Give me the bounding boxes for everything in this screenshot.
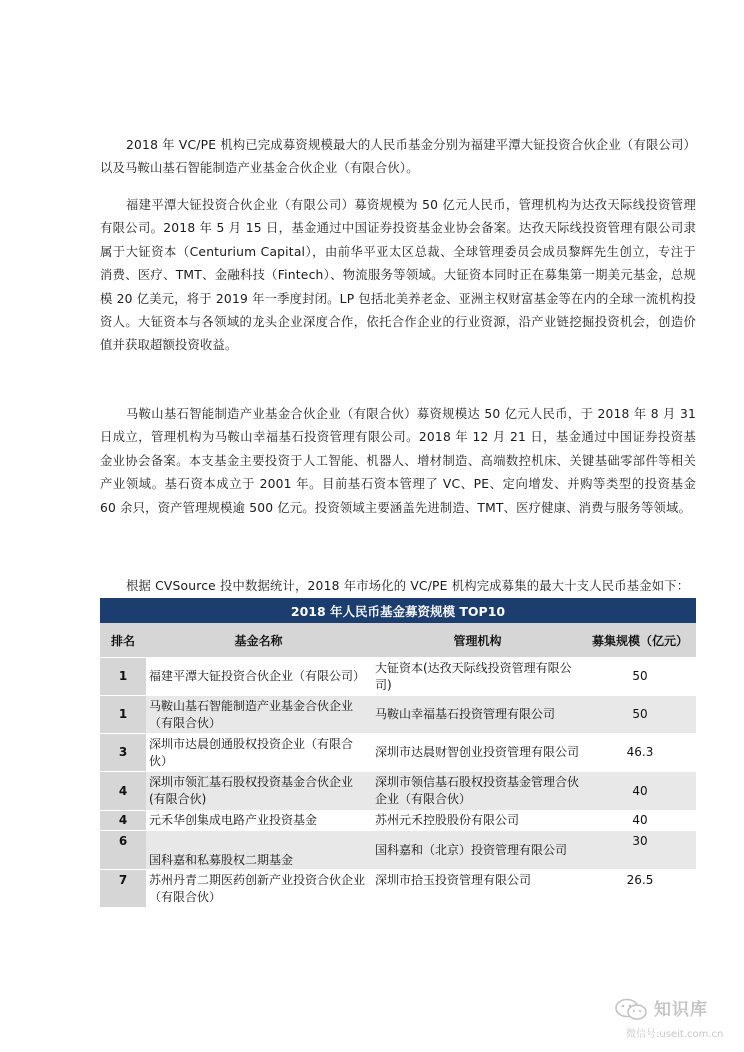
row-amount: 50	[584, 696, 696, 734]
watermark	[614, 995, 734, 1045]
row-amount: 40	[584, 811, 696, 831]
table-row	[100, 734, 696, 772]
row-rank: 6	[100, 831, 146, 870]
fund-ranking-table	[100, 598, 696, 908]
paragraph-2: 福建平潭大钲投资合伙企业（有限公司）募资规模为 50 亿元人民币，管理机构为达孜天际线投资管理有限公司。2018 年 5 月 15 日，基金通过中国证券投资基金业协会备案。达孜天际线投资管理有限公司隶属于大钲资本（Centurium Capital），由前华平亚太区总裁、全球管理委员会成员黎辉先生创立，专注于消费、医疗、TMT、金融科技（Fintech）、物流服务等领域。大钲资本同时正在募集第一期美元基金，总规模 20 亿美元，将于 2019 年一季度封闭。LP 包括北美养老金、亚洲主权财富基金等在内的全球一流机构投资人。大钲资本与各领域的龙头企业深度合作，依托合作企业的行业资源，沿产业链挖掘投资机会，创造价值并获取超额投资收益。	[100, 198, 696, 353]
row-manager: 国科嘉和（北京）投资管理有限公司	[371, 831, 584, 870]
row-amount: 46.3	[584, 734, 696, 772]
row-rank: 4	[100, 811, 146, 831]
paragraph-1: 2018 年 VC/PE 机构已完成募资规模最大的人民币基金分别为福建平潭大钲投资合伙企业（有限公司）以及马鞍山基石智能制造产业基金合伙企业（有限合伙）。	[100, 138, 696, 176]
row-manager: 深圳市达晨财智创业投资管理有限公司	[371, 734, 584, 772]
table-title: 2018 年人民币基金募资规模 TOP10	[100, 598, 696, 623]
header-manager: 管理机构	[371, 623, 584, 658]
wechat-logo-icon	[614, 997, 650, 1023]
row-manager: 大钲资本(达孜天际线投资管理有限公司)	[371, 658, 584, 696]
row-fund-name: 元禾华创集成电路产业投资基金	[146, 811, 371, 831]
table-title-row	[100, 598, 696, 623]
table-row	[100, 658, 696, 696]
row-fund-name: 苏州丹青二期医药创新产业投资合伙企业（有限合伙）	[146, 870, 371, 908]
table-row	[100, 831, 696, 870]
table-header-row	[100, 623, 696, 658]
watermark-subtitle: 微信号:useit.com.cn	[626, 1029, 724, 1040]
row-amount: 30	[584, 831, 696, 870]
watermark-brand: 知识库	[654, 1000, 708, 1020]
row-rank: 3	[100, 734, 146, 772]
table-row	[100, 870, 696, 908]
row-manager: 苏州元禾控股股份有限公司	[371, 811, 584, 831]
header-amount: 募集规模（亿元）	[584, 623, 696, 658]
paragraph-4: 根据 CVSource 投中数据统计，2018 年市场化的 VC/PE 机构完成募集的最大十支人民币基金如下：	[126, 579, 690, 593]
header-fund-name: 基金名称	[146, 623, 371, 658]
row-rank: 1	[100, 696, 146, 734]
paragraph-3: 马鞍山基石智能制造产业基金合伙企业（有限合伙）募资规模达 50 亿元人民币，于 2018 年 8 月 31 日成立，管理机构为马鞍山幸福基石投资管理有限公司。2018 年 12 月 21 日，基金通过中国证券投资基金业协会备案。本支基金主要投资于人工智能、机器人、增材制造、高端数控机床、关键基础零部件等相关产业领域。基石资本成立于 2001 年。目前基石资本管理了 VC、PE、定向增发、并购等类型的投资基金 60 余只，资产管理规模逾 500 亿元。投资领域主要涵盖先进制造、TMT、医疗健康、消费与服务等领域。	[100, 407, 696, 515]
row-fund-name: 马鞍山基石智能制造产业基金合伙企业（有限合伙）	[146, 696, 371, 734]
row-fund-name: 福建平潭大钲投资合伙企业（有限公司）	[146, 658, 371, 696]
row-amount: 40	[584, 772, 696, 811]
row-rank: 1	[100, 658, 146, 696]
row-manager: 深圳市领信基石股权投资基金管理合伙企业（有限合伙）	[371, 772, 584, 811]
row-fund-name: 深圳市领汇基石股权投资基金合伙企业(有限合伙)	[146, 772, 371, 811]
row-rank: 4	[100, 772, 146, 811]
row-rank: 7	[100, 870, 146, 908]
header-rank: 排名	[100, 623, 146, 658]
row-fund-name: 深圳市达晨创通股权投资企业（有限合伙）	[146, 734, 371, 772]
table-row	[100, 696, 696, 734]
row-fund-name: 国科嘉和私募股权二期基金	[146, 831, 371, 870]
table-row	[100, 811, 696, 831]
row-manager: 马鞍山幸福基石投资管理有限公司	[371, 696, 584, 734]
row-amount: 50	[584, 658, 696, 696]
row-manager: 深圳市拾玉投资管理有限公司	[371, 870, 584, 908]
row-amount: 26.5	[584, 870, 696, 908]
table-row	[100, 772, 696, 811]
